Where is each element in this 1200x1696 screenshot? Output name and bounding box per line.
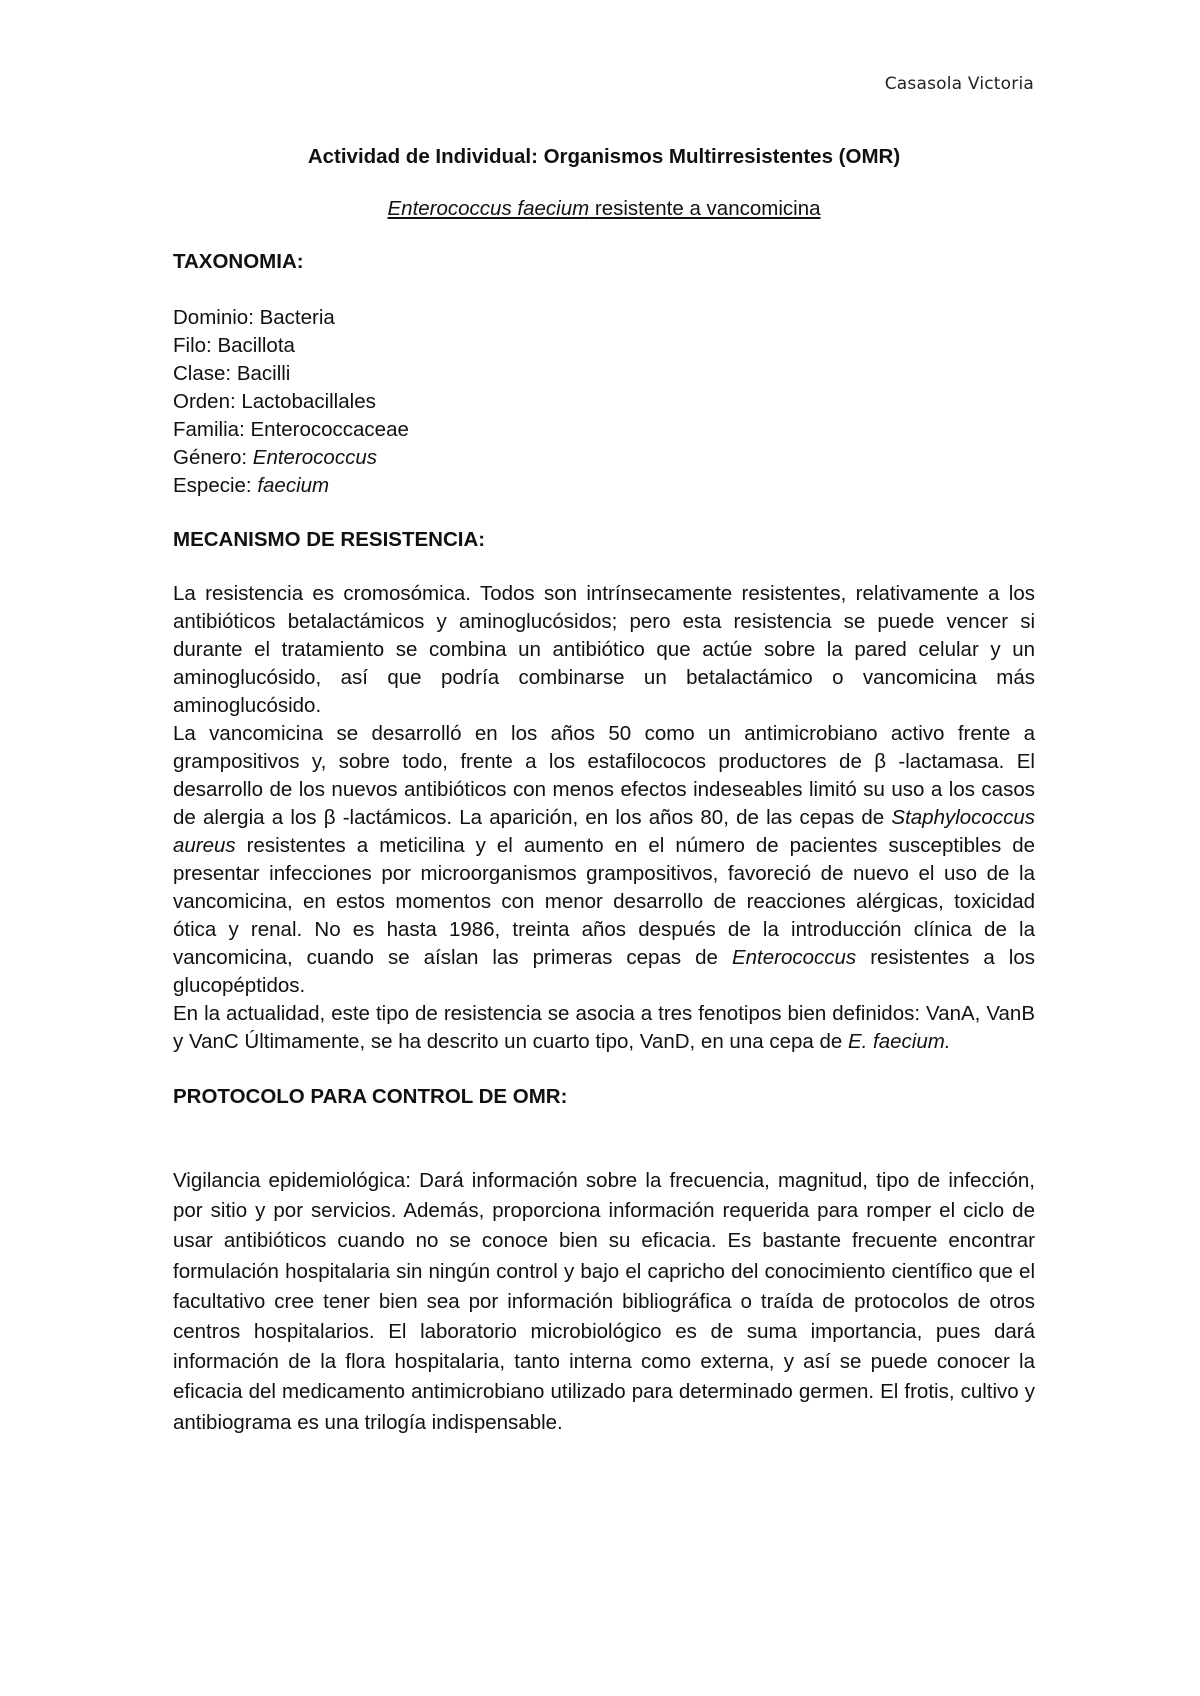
taxonomy-value: Lactobacillales: [241, 390, 376, 413]
organism-name: Staphylococcus aureus: [173, 806, 1035, 857]
protocolo-paragraph-1: Vigilancia epidemiológica: Dará información sobre la frecuencia, magnitud, tipo de infección, por sitio y por servicios. Además, proporciona información requerida para romper el ciclo de usar antibióticos cuando no se conoce bien su eficacia. Es bastante frecuente encontrar formulación hospitalaria sin ningún control y bajo el capricho del conocimiento científico que el facultativo cree tener bien sea por información bibliográfica o traída de protocolos de otros centros hospitalarios. El laboratorio microbiológico es de suma importancia, pues dará información de la flora hospitalaria, tanto interna como externa, y así se puede conocer la eficacia del medicamento antimicrobiano utilizado para determinado germen. El frotis, cultivo y antibiograma es una trilogía indispensable.: [173, 1169, 1035, 1434]
taxonomy-label: Dominio:: [173, 306, 260, 329]
taxonomia-heading: TAXONOMIA:: [173, 250, 304, 273]
taxonomy-label: Clase:: [173, 362, 237, 385]
taxonomy-label: Género:: [173, 446, 253, 469]
paragraph-text: La vancomicina se desarrolló en los años 50 como un antimicrobiano activo frente a grampositivos y, sobre todo, frente a los estafilococos productores de β -lactamasa. El desarrollo de los nuevos antibióticos con menos efectos indeseables limitó su uso a los casos de alergia a los β -lactámicos. La aparición, en los años 80, de las cepas de: [173, 722, 1035, 829]
protocolo-body: [173, 1166, 1035, 1438]
taxonomy-item-familia: [173, 416, 1035, 444]
taxonomy-item-orden: [173, 388, 1035, 416]
taxonomy-list: [173, 304, 1035, 500]
taxonomy-label: Orden:: [173, 390, 242, 413]
subtitle-rest: resistente a vancomicina: [589, 197, 821, 220]
taxonomy-value: Enterococcus: [252, 446, 377, 469]
taxonomy-value: Enterococcaceae: [250, 418, 409, 441]
taxonomy-value: Bacteria: [259, 306, 335, 329]
taxonomy-label: Filo:: [173, 334, 218, 357]
subtitle-organism: Enterococcus faecium: [387, 197, 590, 220]
taxonomy-value: Bacilli: [236, 362, 291, 385]
mecanismo-paragraph-3: [173, 1000, 1035, 1056]
taxonomy-item-clase: [173, 360, 1035, 388]
document-subtitle: [173, 194, 1035, 224]
taxonomy-value: faecium: [257, 474, 330, 497]
taxonomy-label: Especie:: [173, 474, 258, 497]
mecanismo-heading: MECANISMO DE RESISTENCIA:: [173, 528, 486, 551]
mecanismo-paragraph-2: [173, 720, 1035, 1000]
taxonomy-item-filo: [173, 332, 1035, 360]
paragraph-text: En la actualidad, este tipo de resistencia se asocia a tres fenotipos bien definidos: VanA, VanB y VanC Últimamente, se ha descrito un cuarto tipo, VanD, en una cepa de: [173, 1002, 1035, 1053]
mecanismo-body: [173, 580, 1035, 1056]
protocolo-heading: PROTOCOLO PARA CONTROL DE OMR:: [173, 1085, 568, 1108]
document-body: [173, 142, 1035, 1438]
organism-name: E. faecium.: [847, 1030, 951, 1053]
header-author: Casasola Victoria: [884, 74, 1034, 94]
mecanismo-paragraph-1: La resistencia es cromosómica. Todos son intrínsecamente resistentes, relativamente a los antibióticos betalactámicos y aminoglucósidos; pero esta resistencia se puede vencer si durante el tratamiento se combina un antibiótico que actúe sobre la pared celular y un aminoglucósido, así que podría combinarse un betalactámico o vancomicina más aminoglucósido.: [173, 582, 1035, 717]
taxonomy-item-genero: [173, 444, 1035, 472]
taxonomy-item-dominio: [173, 304, 1035, 332]
paragraph-text: resistentes a los glucopéptidos.: [173, 946, 1036, 997]
paragraph-text: resistentes a meticilina y el aumento en el número de pacientes susceptibles de presentar infecciones por microorganismos grampositivos, favoreció de nuevo el uso de la vancomicina, en estos momentos con menor desarrollo de reacciones alérgicas, toxicidad ótica y renal. No es hasta 1986, treinta años después de la introducción clínica de la vancomicina, cuando se aíslan las primeras cepas de: [173, 834, 1035, 969]
document-title: Actividad de Individual: Organismos Multirresistentes (OMR): [307, 145, 901, 168]
taxonomy-item-especie: [173, 472, 1035, 500]
taxonomy-label: Familia:: [173, 418, 251, 441]
taxonomy-value: Bacillota: [217, 334, 295, 357]
organism-name: Enterococcus: [731, 946, 857, 969]
